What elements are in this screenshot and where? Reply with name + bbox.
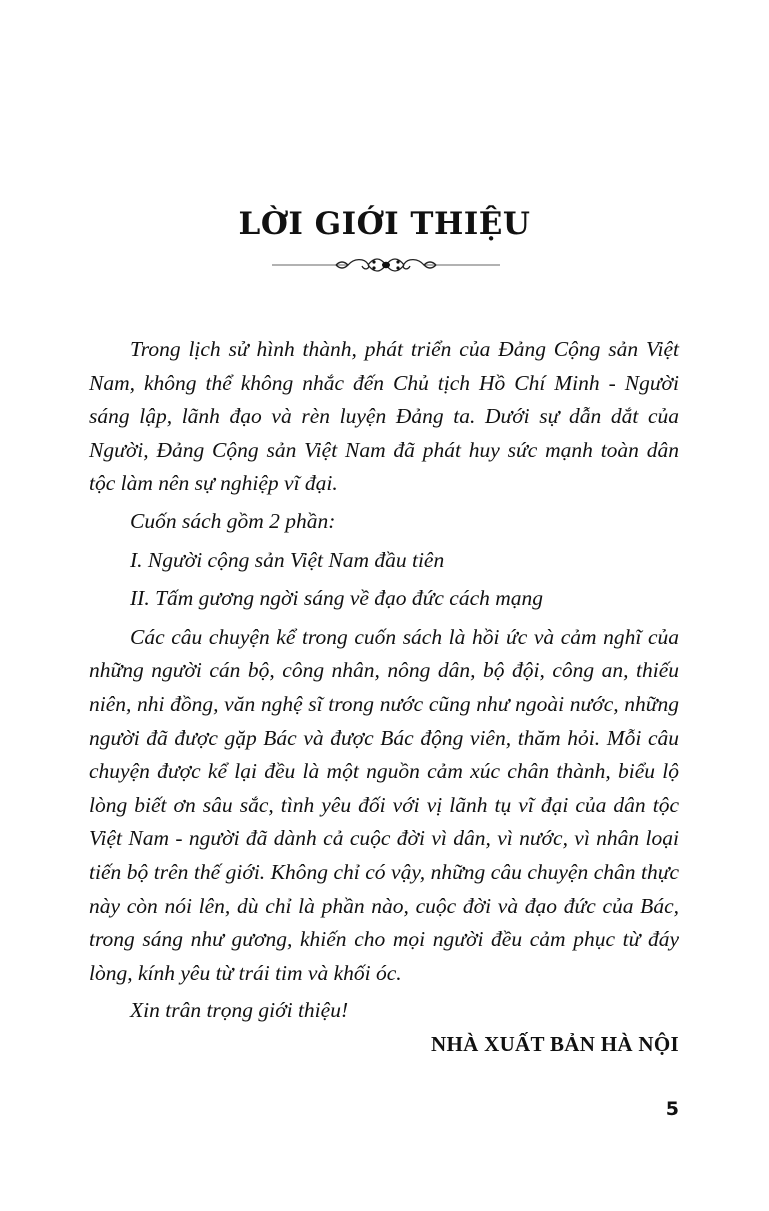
introduction-body bbox=[89, 333, 679, 1032]
part-two-line: II. Tấm gương ngời sáng về đạo đức cách mạng bbox=[130, 586, 544, 611]
stories-paragraph: Các câu chuyện kể trong cuốn sách là hồi ức và cảm nghĩ của những người cán bộ, công nhân, nông dân, bộ đội, công an, thiếu niên, nhi đồng, văn nghệ sĩ trong nước cũng như ngoài nước, những người đã được gặp Bác và được Bác động viên, thăm hỏi. Mỗi câu chuyện được kể lại đều là một nguồn cảm xúc chân thành, biểu lộ lòng biết ơn sâu sắc, tình yêu đối với vị lãnh tụ vĩ đại của dân tộc Việt Nam - người đã dành cả cuộc đời vì dân, vì nước, vì nhân loại tiến bộ trên thế giới. Không chỉ có vậy, những câu chuyện chân thực này còn nói lên, dù chỉ là phần nào, cuộc đời và đạo đức của Bác, trong sáng như gương, khiến cho mọi người đều cảm phục từ đáy lòng, kính yêu từ trái tim và khối óc. bbox=[89, 624, 679, 985]
section-intro-line: Cuốn sách gồm 2 phần: bbox=[130, 508, 336, 533]
page-number: 5 bbox=[665, 1098, 679, 1120]
flourish-divider-icon bbox=[270, 254, 502, 276]
part-one-line: I. Người cộng sản Việt Nam đầu tiên bbox=[130, 547, 445, 572]
intro-paragraph: Trong lịch sử hình thành, phát triển của Đảng Cộng sản Việt Nam, không thể không nhắc đến Chủ tịch Hồ Chí Minh - Người sáng lập, lãnh đạo và rèn luyện Đảng ta. Dưới sự dẫn dắt của Người, Đảng Cộng sản Việt Nam đã phát huy sức mạnh toàn dân tộc làm nên sự nghiệp vĩ đại. bbox=[89, 337, 679, 496]
publisher-signature: NHÀ XUẤT BẢN HÀ NỘI bbox=[431, 1032, 679, 1056]
closing-line: Xin trân trọng giới thiệu! bbox=[130, 998, 349, 1023]
page-title: LỜI GIỚI THIỆU bbox=[238, 206, 531, 242]
